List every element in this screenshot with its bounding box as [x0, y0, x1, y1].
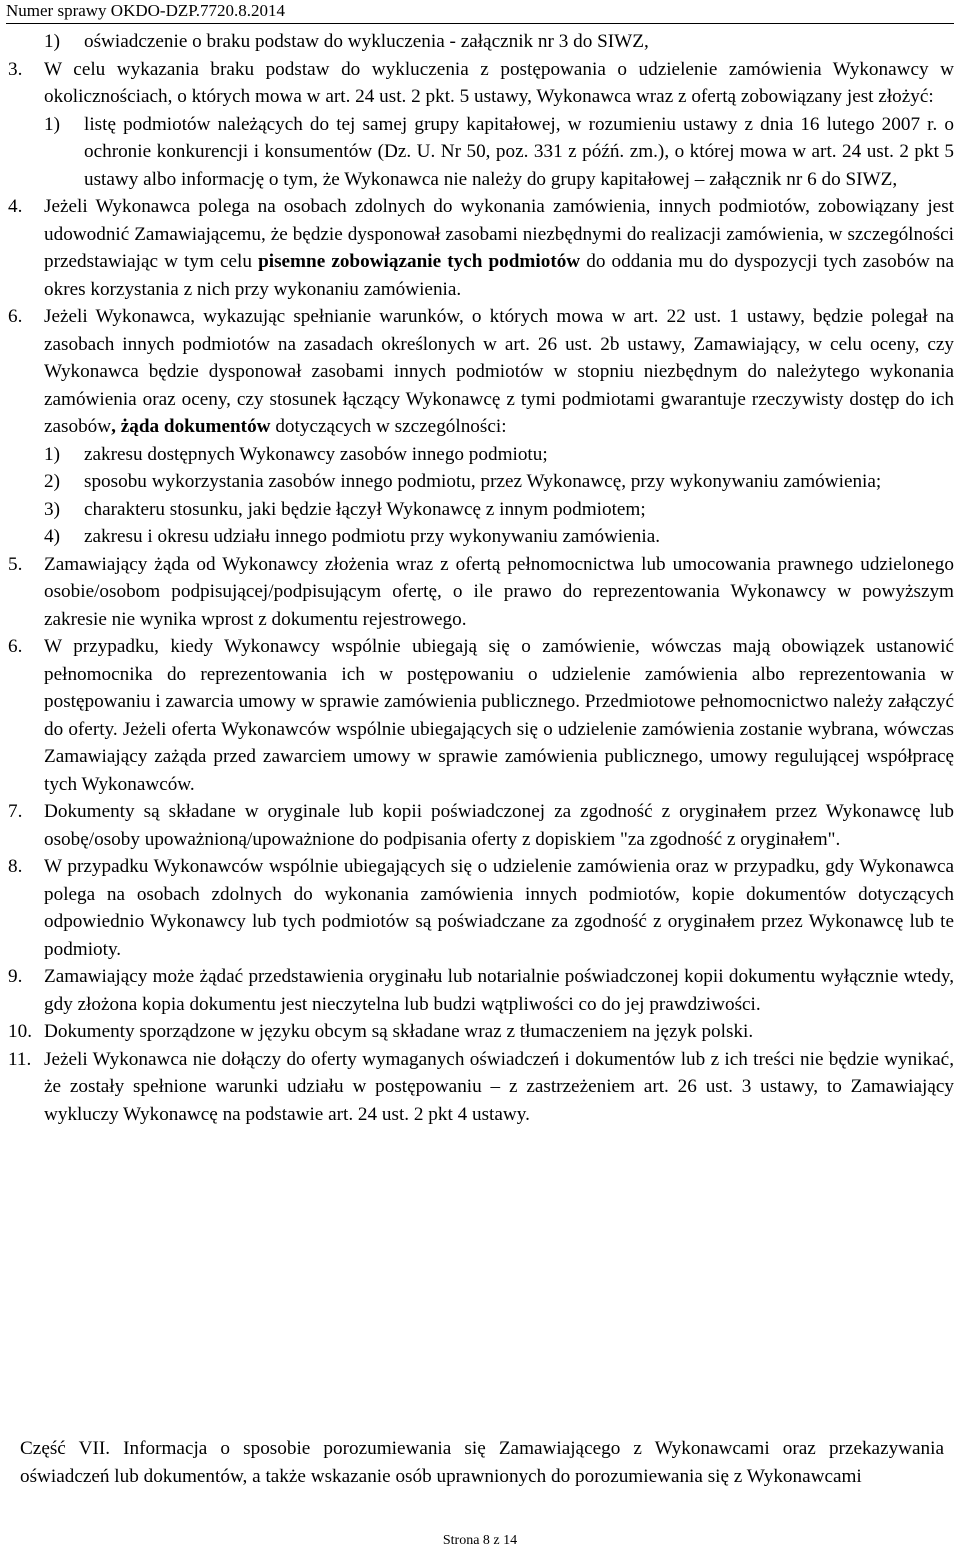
item-number: 1)	[44, 443, 60, 465]
item-number: 11.	[8, 1048, 32, 1070]
list-item	[0, 523, 960, 551]
item-text: dotyczących w szczególności:	[270, 416, 507, 437]
list-item	[0, 551, 960, 634]
page-number: Strona 8 z 14	[442, 1533, 518, 1548]
list-item	[0, 633, 960, 798]
list-item	[0, 441, 960, 469]
list-item	[0, 1046, 960, 1129]
section-heading: Część VII. Informacja o sposobie porozumiewania się Zamawiającego z Wykonawcami oraz przekazywania oświadczeń lub dokumentów, a także wskazanie osób uprawnionych do porozumiewania się z Wykonawcami	[20, 1438, 944, 1487]
item-bold-text: , żąda dokumentów	[111, 416, 271, 437]
item-text: do oddania mu do dyspozycji tych zasobów na okres korzystania z nich przy wykonaniu zamówienia.	[44, 251, 955, 300]
header-divider	[6, 23, 954, 24]
item-number: 3)	[44, 498, 60, 520]
list-item	[0, 798, 960, 853]
list-item	[0, 303, 960, 441]
item-text: Zamawiający może żądać przedstawienia oryginału lub notarialnie poświadczonej kopii dokumentu wyłącznie wtedy, gdy złożona kopia dokumentu jest nieczytelna lub budzi wątpliwości co do jej prawdziwości.	[44, 966, 954, 1015]
item-number: 2)	[44, 471, 60, 492]
item-text: listę podmiotów należących do tej samej grupy kapitałowej, w rozumieniu ustawy z dnia 16 lutego 2007 r. o ochronie konkurencji i konsumentów (Dz. U. Nr 50, poz. 331 z późń. zm.), o której mowa w art. 24 ust. 2 pkt 5 ustawy albo informację o tym, że Wykonawca nie należy do grupy kapitałowej – załącznik nr 6 do SIWZ,	[84, 113, 954, 190]
item-number: 9.	[8, 966, 23, 987]
list-item	[0, 111, 960, 194]
item-text: Dokumenty są składane w oryginale lub kopii poświadczonej za zgodność z oryginałem przez Wykonawcę lub osobę/osoby upoważnioną/upoważnione do podpisania oferty z dopiskiem "za zgodność z oryginałem".	[44, 801, 954, 850]
list-item	[0, 56, 960, 111]
item-number: 8.	[8, 856, 23, 877]
list-item	[0, 468, 960, 496]
item-text: Jeżeli Wykonawca polega na osobach zdolnych do wykonania zamówienia, innych podmiotów, zobowiązany jest udowodnić Zamawiającemu, że będzie dysponował zasobami niezbędnymi do realizacji zamówienia, w szczególności przedstawiając w tym celu	[44, 196, 954, 272]
item-number: 4.	[8, 196, 23, 217]
item-text: charakteru stosunku, jaki będzie łączył Wykonawcę z innym podmiotem;	[84, 498, 646, 520]
list-item	[0, 193, 960, 303]
list-item	[0, 496, 960, 524]
item-text: zakresu i okresu udziału innego podmiotu przy wykonywaniu zamówienia.	[84, 526, 661, 547]
item-text: W przypadku Wykonawców wspólnie ubiegających się o udzielenie zamówienia oraz w przypadku, gdy Wykonawca polega na osobach zdolnych do wykonania zamówienia innych podmiotów, kopie dokumentów dotyczących odpowiednio Wykonawcy lub tych podmiotów są poświadczane za zgodność z oryginałem przez Wykonawcę lub te podmioty.	[44, 856, 954, 960]
item-number: 3.	[8, 58, 23, 80]
item-text: Jeżeli Wykonawca, wykazując spełnianie warunków, o których mowa w art. 22 ust. 1 ustawy, będzie polegał na zasobach innych podmiotów na zasadach określonych w art. 26 ust. 2b ustawy, Zamawiający, w celu oceny, czy Wykonawca będzie dysponował zasobami innych podmiotów w stopniu niezbędnym do należytego wykonania zamówienia oraz oceny, czy stosunek łączący Wykonawcę z tymi podmiotami gwarantuje rzeczywisty dostęp do ich zasobów	[44, 306, 954, 437]
item-number: 10.	[8, 1021, 32, 1042]
item-text: Jeżeli Wykonawca nie dołączy do oferty wymaganych oświadczeń i dokumentów lub z ich treści nie będzie wynikać, że zostały spełnione warunki udziału w postępowaniu – z zastrzeżeniem art. 26 ust. 3 ustawy, to Zamawiający wykluczy Wykonawcę na podstawie art. 24 ust. 2 pkt 4 ustawy.	[44, 1048, 954, 1125]
item-text: Dokumenty sporządzone w języku obcym są składane wraz z tłumaczeniem na język polski.	[44, 1021, 754, 1042]
item-number: 5.	[8, 553, 23, 575]
item-number: 6.	[8, 306, 23, 327]
item-text: oświadczenie o braku podstaw do wykluczenia - załącznik nr 3 do SIWZ,	[84, 31, 649, 52]
item-number: 1)	[44, 31, 60, 52]
item-text: W przypadku, kiedy Wykonawcy wspólnie ubiegają się o zamówienie, wówczas mają obowiązek ustanowić pełnomocnika do reprezentowania ich w postępowaniu o udzielenie zamówienia albo reprezentowania w postępowaniu i zawarcia umowy w sprawie zamówienia publicznego. Przedmiotowe pełnomocnictwo należy załączyć do oferty. Jeżeli oferta Wykonawców wspólnie ubiegających się o udzielenie zamówienia zostanie wybrana, wówczas Zamawiający zażąda przed zawarciem umowy w sprawie zamówienia publicznego, umowy regulującej współpracę tych Wykonawców.	[44, 636, 955, 795]
item-text: W celu wykazania braku podstaw do wykluczenia z postępowania o udzielenie zamówienia Wykonawcy w okolicznościach, o których mowa w art. 24 ust. 2 pkt. 5 ustawy, Wykonawca wraz z ofertą zobowiązany jest złożyć:	[44, 58, 954, 107]
item-number: 7.	[8, 801, 23, 822]
item-text: zakresu dostępnych Wykonawcy zasobów innego podmiotu;	[84, 443, 548, 465]
list-item	[0, 28, 960, 56]
list-item	[0, 963, 960, 1018]
item-number: 6.	[8, 636, 23, 657]
list-item	[0, 1018, 960, 1046]
document-body	[0, 28, 960, 1128]
item-number: 1)	[44, 113, 60, 135]
list-item	[0, 853, 960, 963]
item-bold-text: pisemne zobowiązanie tych podmiotów	[258, 251, 581, 272]
item-text: sposobu wykorzystania zasobów innego podmiotu, przez Wykonawcę, przy wykonywaniu zamówienia;	[84, 471, 882, 492]
item-number: 4)	[44, 526, 60, 547]
item-text: Zamawiający żąda od Wykonawcy złożenia wraz z ofertą pełnomocnictwa lub umocowania prawnego udzielonego osobie/osobom podpisującej/podpisującym ofertę, o ile prawo do reprezentowania Wykonawcy w powyższym zakresie nie wynika wprost z dokumentu rejestrowego.	[44, 553, 954, 630]
case-number-header: Numer sprawy OKDO-DZP.7720.8.2014	[6, 1, 286, 20]
